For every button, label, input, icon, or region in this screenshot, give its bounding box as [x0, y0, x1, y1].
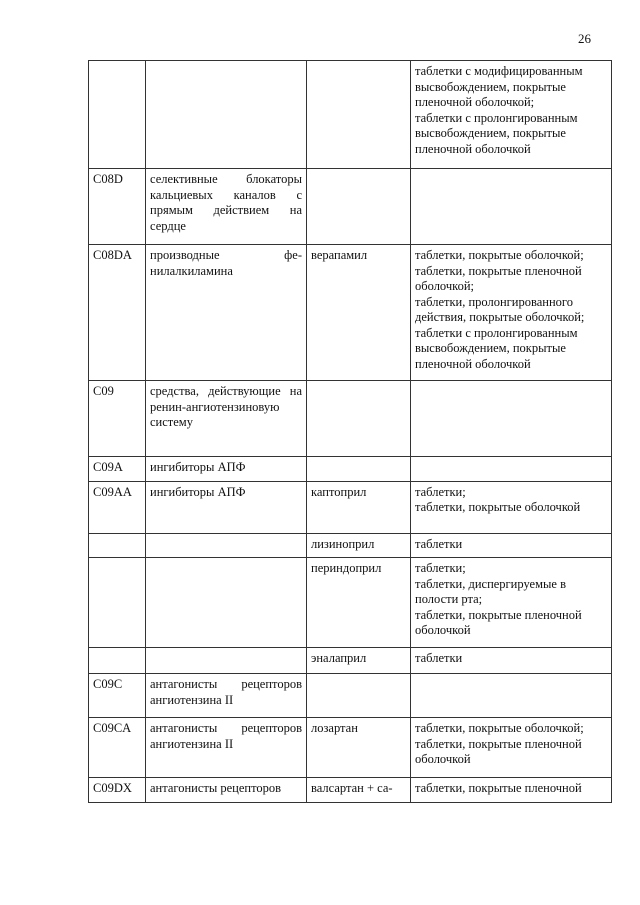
drug-table: [88, 60, 612, 803]
dosage-form-item: таблетки, пролонгированного действия, покрытые оболочкой;: [415, 294, 585, 324]
dosage-forms-cell: [411, 558, 612, 648]
dosage-forms-cell: [411, 481, 612, 533]
atc-code-cell: C09DX: [89, 778, 146, 803]
dosage-form-item: таблетки с пролонгированным высвобождением, покрытые пленочной оболочкой: [415, 325, 578, 371]
table-row: [89, 778, 612, 803]
drug-name-cell: периндоприл: [307, 558, 411, 648]
atc-code-cell: C08D: [89, 169, 146, 245]
table-row: [89, 61, 612, 169]
drug-name-cell: лозартан: [307, 718, 411, 778]
dosage-forms-cell: [411, 718, 612, 778]
table-row: [89, 245, 612, 381]
drug-name-cell: валсартан + са-: [307, 778, 411, 803]
dosage-form-item: таблетки, покрытые оболочкой;: [415, 721, 584, 735]
dosage-form-item: таблетки, покрытые пленочной оболочкой: [415, 607, 582, 637]
anatomical-group-cell: антагонисты рецепторов ангиотензина II: [146, 718, 307, 778]
atc-code-cell: C09CA: [89, 718, 146, 778]
dosage-form-item: таблетки, покрытые оболочкой: [415, 500, 581, 514]
anatomical-group-cell: [146, 533, 307, 558]
dosage-forms-cell: [411, 381, 612, 457]
atc-code-cell: C09AA: [89, 481, 146, 533]
dosage-form-item: таблетки: [415, 651, 463, 665]
atc-code-cell: [89, 648, 146, 674]
table-row: [89, 558, 612, 648]
anatomical-group-cell: антагонисты рецепторов ангиотензина II: [146, 674, 307, 718]
dosage-form-item: таблетки, покрытые пленочной: [415, 781, 582, 795]
dosage-forms-cell: [411, 648, 612, 674]
drug-name-cell: [307, 381, 411, 457]
drug-name-cell: каптоприл: [307, 481, 411, 533]
drug-name-cell: [307, 674, 411, 718]
anatomical-group-cell: [146, 648, 307, 674]
table-row: [89, 648, 612, 674]
anatomical-group-cell: ингибиторы АПФ: [146, 457, 307, 482]
atc-code-cell: C09A: [89, 457, 146, 482]
table-row: [89, 169, 612, 245]
dosage-forms-cell: [411, 169, 612, 245]
anatomical-group-cell: селективные блокаторы кальциевых каналов с прямым действием на сердце: [146, 169, 307, 245]
atc-code-cell: [89, 558, 146, 648]
dosage-forms-cell: [411, 245, 612, 381]
drug-name-cell: [307, 169, 411, 245]
dosage-forms-cell: [411, 61, 612, 169]
table-row: [89, 457, 612, 482]
table-row: [89, 481, 612, 533]
atc-code-cell: C09: [89, 381, 146, 457]
dosage-form-item: таблетки с модифицированным высвобождением, покрытые пленочной оболочкой;: [415, 64, 583, 109]
anatomical-group-cell: антагонисты рецепторов: [146, 778, 307, 803]
dosage-forms-cell: [411, 457, 612, 482]
table-body: [89, 61, 612, 803]
table-row: [89, 533, 612, 558]
dosage-forms-cell: [411, 674, 612, 718]
dosage-forms-cell: [411, 778, 612, 803]
atc-code-cell: [89, 533, 146, 558]
dosage-form-item: таблетки с пролонгированным высвобождением, покрытые пленочной оболочкой: [415, 110, 578, 156]
atc-code-cell: [89, 61, 146, 169]
drug-name-cell: верапамил: [307, 245, 411, 381]
dosage-form-item: таблетки, покрытые пленочной оболочкой: [415, 736, 582, 766]
dosage-form-item: таблетки, покрытые оболочкой;: [415, 248, 584, 262]
drug-name-cell: [307, 457, 411, 482]
anatomical-group-cell: [146, 558, 307, 648]
dosage-forms-cell: [411, 533, 612, 558]
anatomical-group-cell: ингибиторы АПФ: [146, 481, 307, 533]
table-row: [89, 674, 612, 718]
anatomical-group-cell: средства, действующие на ренин-ангиотензиновую систему: [146, 381, 307, 457]
dosage-form-item: таблетки;: [415, 561, 466, 575]
page-number: 26: [578, 31, 591, 46]
table-row: [89, 381, 612, 457]
anatomical-group-cell: [146, 61, 307, 169]
table-row: [89, 718, 612, 778]
dosage-form-item: таблетки: [415, 536, 463, 551]
atc-code-cell: C08DA: [89, 245, 146, 381]
dosage-form-item: таблетки;: [415, 484, 466, 499]
drug-name-cell: [307, 61, 411, 169]
dosage-form-item: таблетки, покрытые пленочной оболочкой;: [415, 263, 582, 293]
anatomical-group-cell: производные фе-нилалкиламина: [146, 245, 307, 381]
drug-name-cell: эналаприл: [307, 648, 411, 674]
drug-name-cell: лизиноприл: [307, 533, 411, 558]
atc-code-cell: C09C: [89, 674, 146, 718]
dosage-form-item: таблетки, диспергируемые в полости рта;: [415, 576, 566, 606]
